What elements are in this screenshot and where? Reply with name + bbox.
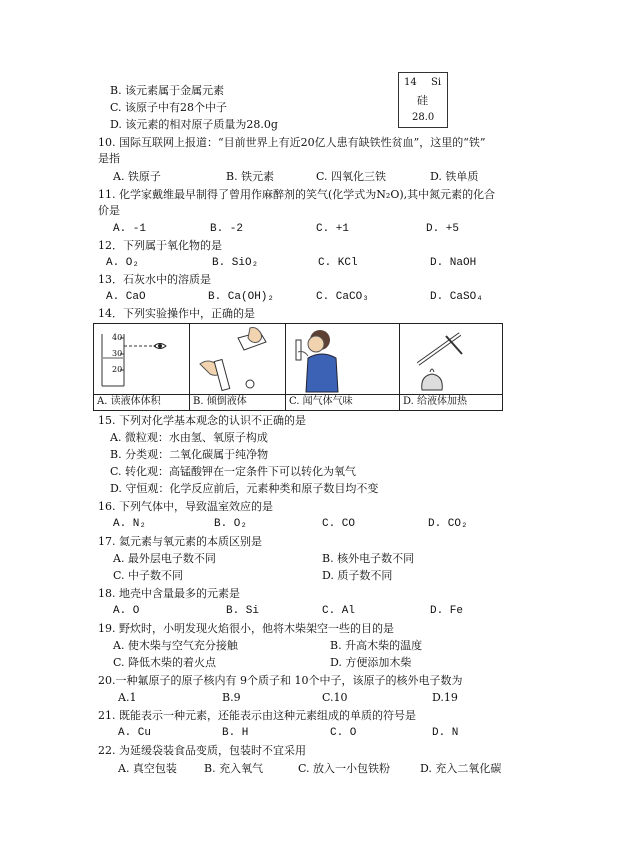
q20-option-d: D.19	[432, 691, 458, 704]
q15-option-b: B. 分类观：二氧化碳属于纯净物	[110, 448, 269, 461]
q15-option-c: C. 转化观：高锰酸钾在一定条件下可以转化为氧气	[110, 465, 357, 478]
cylinder-mark-30: 30	[112, 349, 123, 358]
q13-option-c: C. CaCO₃	[316, 291, 369, 303]
q9-option-c: C. 该原子中有28个中子	[110, 101, 228, 114]
q20-option-a: A.1	[118, 691, 137, 704]
q22-stem: 22. 为延缓袋装食品变质，包装时不宜采用	[98, 744, 306, 757]
q9-option-b: B. 该元素属于金属元素	[110, 84, 225, 97]
q12-option-d: D. NaOH	[430, 257, 477, 269]
smelling-gas-icon	[286, 324, 400, 394]
q10-option-d: D. 铁单质	[430, 170, 479, 183]
q17-option-b: B. 核外电子数不同	[322, 552, 415, 565]
q16-stem: 16. 下列气体中，导致温室效应的是	[98, 500, 273, 513]
q17-stem: 17. 氦元素与氧元素的本质区别是	[98, 535, 262, 548]
q14-figure-a	[94, 324, 190, 410]
pouring-liquid-icon	[190, 324, 286, 394]
q20-option-c: C.10	[322, 691, 348, 704]
q11-stem: 11. 化学家戴维最早制得了曾用作麻醉剂的笑气(化学式为N₂O),其中氮元素的化合	[98, 188, 496, 201]
q10-option-a: A. 铁原子	[113, 170, 161, 183]
q14-figure-table	[93, 323, 503, 411]
element-card-si	[398, 72, 448, 128]
q14-caption-c: C. 闻气体气味	[289, 396, 353, 407]
q12-option-b: B. SiO₂	[212, 257, 259, 269]
cylinder-mark-20: 20	[112, 365, 123, 374]
graduated-cylinder-icon	[94, 324, 190, 394]
q13-stem: 13．石灰水中的溶质是	[98, 273, 211, 286]
q11-option-a: A. -1	[113, 223, 147, 235]
q21-option-c: C. O	[330, 727, 357, 739]
q18-option-a: A. O	[113, 605, 140, 617]
q10-stem: 10. 国际互联网上报道：“目前世界上有近20亿人患有缺铁性贫血”，这里的“铁”	[98, 136, 486, 149]
q22-option-d: D. 充入二氧化碳	[420, 762, 502, 775]
q13-option-d: D. CaSO₄	[430, 291, 483, 303]
cylinder-mark-40: 40	[112, 333, 123, 342]
q14-caption-b: B. 倾倒液体	[193, 396, 247, 407]
q9-option-d: D. 该元素的相对原子质量为28.0g	[110, 118, 278, 131]
q19-option-b: B. 升高木柴的温度	[330, 639, 423, 652]
q19-option-d: D. 方便添加木柴	[330, 656, 412, 669]
q12-option-c: C. KCl	[318, 257, 358, 269]
q10-option-b: B. 铁元素	[226, 170, 275, 183]
q14-stem: 14．下列实验操作中，正确的是	[98, 307, 255, 320]
q21-option-a: A. Cu	[118, 727, 152, 739]
q13-option-a: A. CaO	[106, 291, 146, 303]
q16-option-d: D. CO₂	[428, 518, 468, 530]
q21-stem: 21. 既能表示一种元素，还能表示由这种元素组成的单质的符号是	[98, 709, 416, 722]
q19-option-a: A. 使木柴与空气充分接触	[113, 639, 238, 652]
q12-option-a: A. O₂	[106, 257, 140, 269]
q15-option-d: D. 守恒观：化学反应前后，元素种类和原子数目均不变	[110, 482, 379, 495]
q15-option-a: A. 微粒观：水由氢、氧原子构成	[110, 431, 268, 444]
q18-option-d: D. Fe	[430, 605, 464, 617]
q20-option-b: B.9	[222, 691, 241, 704]
q21-option-b: B. H	[222, 727, 249, 739]
q16-option-a: A. N₂	[113, 518, 147, 530]
q10-stem-cont: 是指	[98, 152, 120, 165]
q11-stem-cont: 价是	[98, 204, 120, 217]
q15-stem: 15. 下列对化学基本观念的认识不正确的是	[98, 414, 306, 427]
q16-option-c: C. CO	[322, 518, 356, 530]
q22-option-b: B. 充入氧气	[204, 762, 264, 775]
q13-option-b: B. Ca(OH)₂	[208, 291, 275, 303]
q17-option-a: A. 最外层电子数不同	[113, 552, 216, 565]
q14-caption-a: A. 读液体体积	[97, 396, 161, 407]
element-symbol: Si	[431, 77, 442, 88]
q19-option-c: C. 降低木柴的着火点	[113, 656, 217, 669]
element-mass: 28.0	[412, 112, 435, 123]
q22-option-a: A. 真空包装	[118, 762, 177, 775]
q20-stem: 20.一种氟原子的原子核内有 9个质子和 10个中子，该原子的核外电子数为	[98, 674, 463, 687]
q14-caption-d: D. 给液体加热	[403, 396, 468, 407]
q11-option-b: B. -2	[210, 223, 244, 235]
q17-option-c: C. 中子数不同	[113, 569, 184, 582]
element-number: 14	[404, 77, 417, 88]
q21-option-d: D. N	[432, 727, 459, 739]
element-name: 硅	[417, 94, 428, 107]
q10-option-c: C. 四氧化三铁	[316, 170, 387, 183]
q18-stem: 18. 地壳中含量最多的元素是	[98, 587, 240, 600]
q17-option-d: D. 质子数不同	[322, 569, 393, 582]
q11-option-d: D. +5	[426, 223, 460, 235]
q16-option-b: B. O₂	[214, 518, 248, 530]
q14-figure-c	[286, 324, 400, 410]
heating-liquid-icon	[400, 324, 502, 394]
q12-stem: 12．下列属于氧化物的是	[98, 239, 222, 252]
q18-option-c: C. Al	[322, 605, 356, 617]
q14-figure-d	[400, 324, 502, 410]
q22-option-c: C. 放入一小包铁粉	[298, 762, 391, 775]
q18-option-b: B. Si	[226, 605, 260, 617]
q11-option-c: C. +1	[316, 223, 350, 235]
q14-figure-b	[190, 324, 286, 410]
q19-stem: 19. 野炊时，小明发现火焰很小，他将木柴架空一些的目的是	[98, 622, 394, 635]
